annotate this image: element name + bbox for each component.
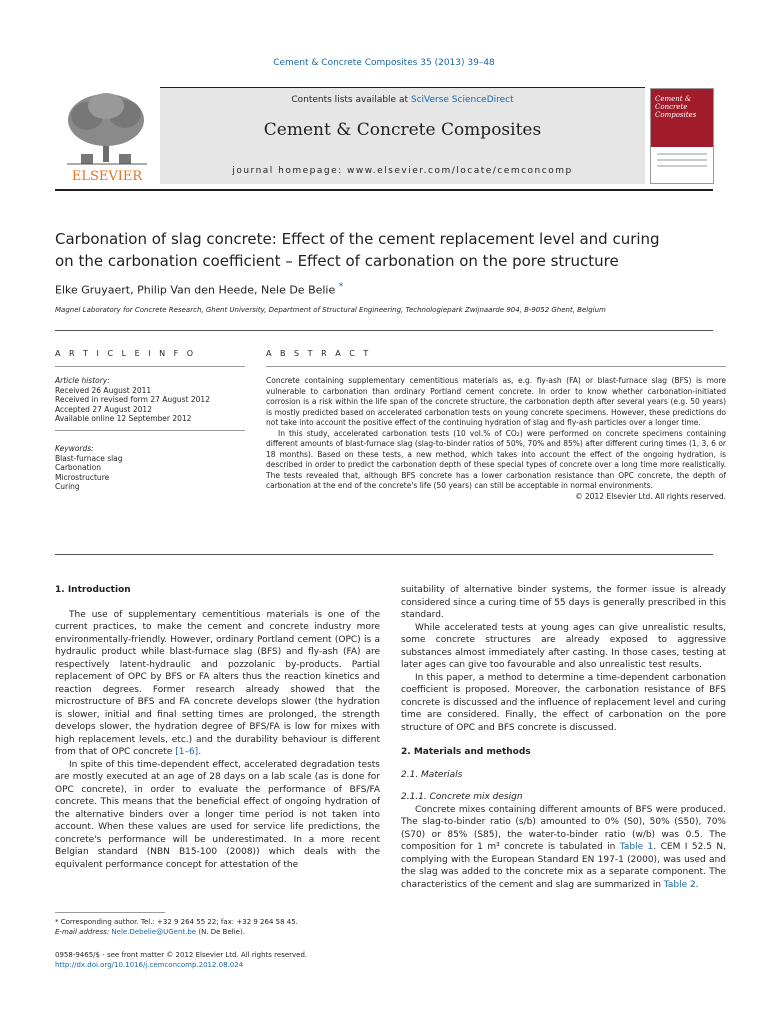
- right-paragraph-3: In this paper, a method to determine a time-dependent carbonation coefficient is proposed. Moreover, the carbonation resistance of BFS concrete is discussed and the influence of replacement level and curing time are considered. Finally, the effect of carbonation on the pore structure of OPC and BFS concrete is discussed.: [401, 672, 726, 733]
- journal-cover-thumbnail: [650, 88, 714, 184]
- title-line-2: on the carbonation coefficient – Effect of carbonation on the pore structure: [55, 252, 619, 270]
- right-paragraph-2: While accelerated tests at young ages can give unrealistic results, some concrete structures are already exposed to aggressive substances almost immediately after casting. In those cases, testing at later ages can give too favourable and also unrealistic test results.: [401, 622, 726, 670]
- section-divider: [55, 554, 713, 555]
- accepted-date: Accepted 27 August 2012: [55, 404, 152, 414]
- email-link[interactable]: Nele.Debelie@UGent.be: [111, 927, 197, 936]
- corresponding-author-note: * Corresponding author. Tel.: +32 9 264 55 22; fax: +32 9 264 58 45.: [55, 918, 298, 926]
- history-label: Article history:: [55, 376, 110, 385]
- contents-prefix: Contents lists available at: [291, 95, 411, 105]
- mix-design-paragraph: Concrete mixes containing different amounts of BFS were produced. The slag-to-binder ratio (s/b) amounted to 0% (S0), 50% (S50), 70% (S70) or 85% (S85), the water-to-binder ratio (w/b) was 0.5. The composition for 1 m³ concrete is tabulated in Table 1. CEM I 52.5 N, complying with the European Standard EN 197-1 (2000), was used and the slag was added to the concrete mix as a separate component. The characteristics of the cement and slag are summarized in Table 2.: [401, 804, 726, 890]
- citation-link[interactable]: [1–6]: [175, 747, 199, 757]
- footnotes: [55, 918, 385, 937]
- authors: Elke Gruyaert, Philip Van den Heede, Nele De Belie: [55, 283, 336, 297]
- abstract-paragraph-1: Concrete containing supplementary cementitious materials as, e.g. fly-ash (FA) or blast-furnace slag (BFS) is more vulnerable to carbonation than ordinary Portland cement concrete. In order to know whether carbonation-initiated corrosion is a risk within the life span of the concrete structure, the carbonation depth after several years (e.g. 50 years) is mostly predicted based on accelerated carbonation tests on young concrete specimens. However, these predictions do not take into account the positive effect of the continuing hydration of slag and fly-ash particles over a longer time.: [266, 376, 726, 427]
- sciencedirect-link[interactable]: SciVerse ScienceDirect: [410, 95, 514, 105]
- introduction-heading: 1. Introduction: [55, 585, 131, 595]
- article-history: [55, 376, 245, 424]
- issn-line: 0958-9465/$ - see front matter © 2012 Elsevier Ltd. All rights reserved.: [55, 951, 308, 959]
- doi-link[interactable]: http://dx.doi.org/10.1016/j.cemconcomp.2012.08.024: [55, 960, 244, 969]
- email-note: E-mail address: Nele.Debelie@UGent.be (N. De Belie).: [55, 927, 245, 936]
- intro-paragraph-2: In spite of this time-dependent effect, accelerated degradation tests are mostly executed at an age of 28 days on a lab scale (as is done for OPC concrete), in order to evaluate the performance of BFS/FA concrete. This means that the beneficial effect of ongoing hydration of the alternative binders over a longer time period is not taken into account. When these values are used for service life predictions, the concrete's performance will be underestimated. In a more recent Belgian standard (NBN B15-100 (2008)) which deals with the equivalent performance concept for attestation of the: [55, 759, 380, 870]
- author-list: [55, 281, 715, 297]
- abstract: [266, 376, 726, 502]
- abstract-paragraph-2: In this study, accelerated carbonation tests (10 vol.% of CO₂) were performed on concrete specimens containing different amounts of blast-furnace slag (slag-to-binder ratios of 50%, 70% and 85%) after different curing times (1, 3, 6 or 18 months). Based on these tests, a new method, which takes into account the effect of the ongoing hydration, is described in order to predict the carbonation depth of these special types of concrete over a long time more realistically. The tests revealed that, although BFS concrete has a lower carbonation resistance than OPC concrete, the depth of carbonation at the end of the concrete's life (50 years) can still be acceptable in normal environments.: [266, 428, 726, 490]
- table-1-link[interactable]: Table 1: [619, 842, 654, 852]
- materials-subheading: 2.1. Materials: [401, 769, 463, 780]
- section-divider: [55, 330, 713, 331]
- revised-date: Received in revised form 27 August 2012: [55, 395, 210, 404]
- online-date: Available online 12 September 2012: [55, 414, 192, 423]
- left-column: [55, 584, 380, 871]
- header-bottom-rule: [55, 189, 713, 191]
- affiliation: Magnel Laboratory for Concrete Research, Ghent University, Department of Structural Engineering, Technologiepark Zwijnaarde 904, B-9052 Ghent, Belgium: [55, 306, 606, 314]
- journal-title: Cement & Concrete Composites: [263, 120, 542, 140]
- publisher-name: ELSEVIER: [71, 169, 143, 184]
- elsevier-logo: [57, 88, 157, 184]
- keyword: Blast-furnace slag: [55, 453, 123, 463]
- intro-paragraph-1: The use of supplementary cementitious materials is one of the current practices, to make the cement and concrete industry more environmentally-friendly. However, ordinary Portland cement (OPC) is a hydraulic product while blast-furnace slag (BFS) and fly-ash (FA) are respectively latent-hydraulic and pozzolanic by-products. Partial replacement of OPC by BFS or FA alters thus the reaction kinetics and reaction degrees. Former research already showed that the microstructure of BFS and FA concrete develops slower (the hydration is slower, initial and final setting times are prolonged, the strength develops slower, the hydration degree of BFS/FA is low for mixes with high replacement levels, etc.) and the durability behaviour is different from that of OPC concrete [1–6].: [55, 609, 380, 757]
- corresponding-author-marker[interactable]: *: [338, 281, 344, 292]
- keyword: Carbonation: [55, 463, 101, 472]
- copyright: © 2012 Elsevier Ltd. All rights reserved.: [575, 491, 726, 501]
- cover-title: Cement & Concrete Composites: [655, 95, 697, 119]
- article-title: [55, 228, 715, 272]
- right-paragraph-1: suitability of alternative binder systems, the former issue is already considered since a curing time of 55 days is generally prescribed in this standard.: [401, 585, 726, 620]
- keyword: Microstructure: [55, 472, 110, 482]
- title-line-1: Carbonation of slag concrete: Effect of the cement replacement level and curing: [55, 230, 660, 248]
- keyword: Curing: [55, 482, 80, 491]
- header-top-rule: [160, 87, 645, 88]
- article-info-label: A R T I C L E I N F O: [55, 349, 197, 358]
- contents-line: [160, 95, 645, 105]
- keywords: [55, 444, 245, 492]
- mix-design-subheading: 2.1.1. Concrete mix design: [401, 792, 523, 802]
- abstract-label: A B S T R A C T: [266, 349, 372, 358]
- keywords-label: Keywords:: [55, 444, 94, 453]
- article-footer: [55, 951, 385, 970]
- received-date: Received 26 August 2011: [55, 385, 152, 395]
- table-2-link[interactable]: Table 2: [663, 879, 696, 890]
- journal-homepage[interactable]: journal homepage: www.elsevier.com/locate/cemconcomp: [232, 166, 573, 176]
- journal-reference[interactable]: Cement & Concrete Composites 35 (2013) 39–48: [273, 58, 495, 68]
- right-column: [401, 584, 726, 891]
- materials-heading: 2. Materials and methods: [401, 747, 531, 757]
